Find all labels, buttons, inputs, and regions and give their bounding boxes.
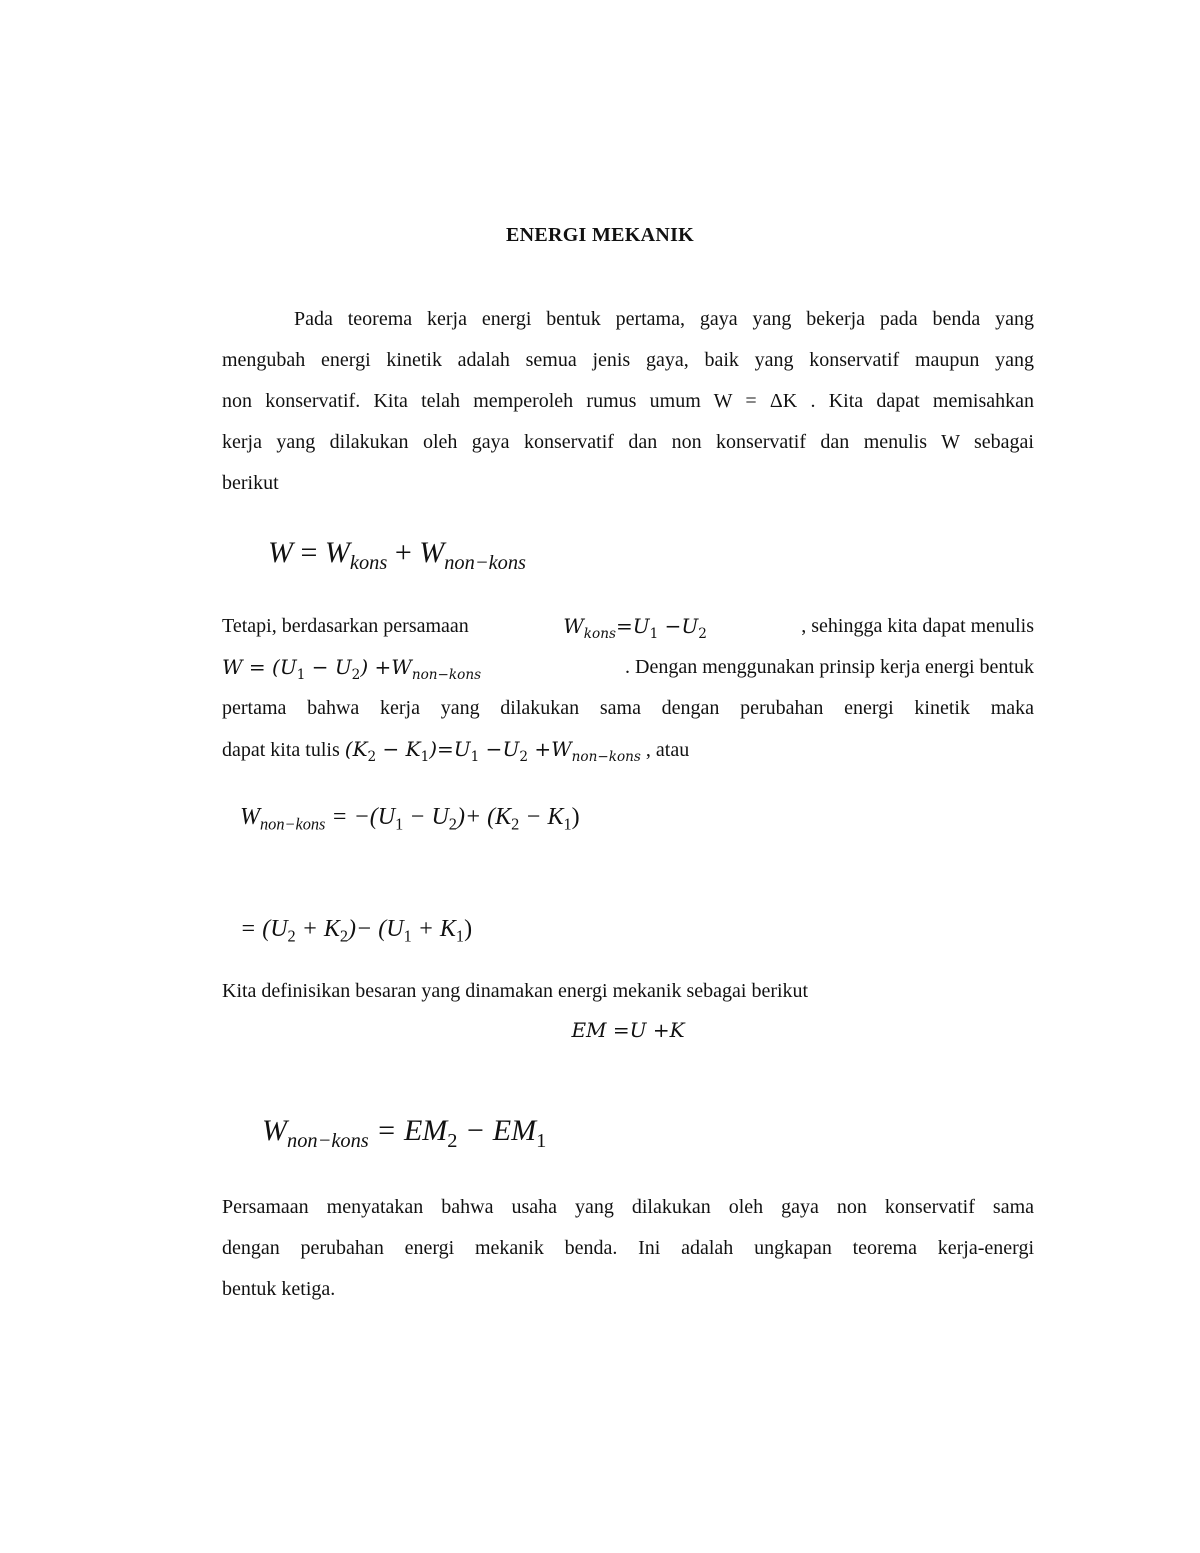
paragraph-4-line-1: Persamaan menyatakan bahwa usaha yang dilakukan oleh gaya non konservatif sama xyxy=(222,1196,1034,1218)
page-title: ENERGI MEKANIK xyxy=(505,224,695,246)
paragraph-2-line-1: Tetapi, berdasarkan persamaan $W_{kons}=U_1 -U_2$ , sehingga kita dapat menulis xyxy=(222,614,1034,642)
paragraph-2-line-3: pertama bahwa kerja yang dilakukan sama dengan perubahan energi kinetik maka xyxy=(222,697,1034,719)
equation-nonkons-work: $W_{non-kons} = -(U_1 - U_2)+ (K_2 - K_1)$ xyxy=(240,804,580,834)
paragraph-2-line-2: $W = (U_1 - U_2) +W_{non-kons}$ . Dengan menggunakan prinsip kerja energi bentuk xyxy=(222,655,1034,683)
equation-regrouped: = $(U_2 + K_2)- (U_1 + K_1)$ xyxy=(240,916,473,946)
paragraph-1-line-2: mengubah energi kinetik adalah semua jenis gaya, baik yang konservatif maupun yang xyxy=(222,349,1034,371)
equation-work-split: $W = W_{kons} + W_{non-kons}$ xyxy=(268,536,526,575)
paragraph-1-line-3: non konservatif. Kita telah memperoleh rumus umum W = ΔK . Kita dapat memisahkan xyxy=(222,390,1034,412)
inline-math-kinetic: $(K_2 - K_1)=U_1 -U_2 +W_{non-kons}$ xyxy=(344,737,641,765)
paragraph-4-line-3: bentuk ketiga. xyxy=(222,1278,336,1300)
paragraph-2-line-4: dapat kita tulis $(K_2 - K_1)=U_1 -U_2 +W_{non-kons}$ , atau xyxy=(222,737,690,765)
equation-nonkons-em: $W_{non-kons} = EM_2 - EM_1$ xyxy=(262,1114,547,1153)
paragraph-1-line-4: kerja yang dilakukan oleh gaya konservatif dan non konservatif dan menulis W sebagai xyxy=(222,431,1034,453)
paragraph-1-line-1: Pada teorema kerja energi bentuk pertama, gaya yang bekerja pada benda yang xyxy=(294,308,1034,330)
equation-mechanical-energy: EM =U +K xyxy=(571,1018,685,1042)
paragraph-4-line-2: dengan perubahan energi mekanik benda. Ini adalah ungkapan teorema kerja-energi xyxy=(222,1237,1034,1259)
inline-math-w: $W = (U_1 - U_2) +W_{non-kons}$ xyxy=(222,655,482,683)
inline-math-wkons: $W_{kons}=U_1 -U_2$ xyxy=(563,614,707,642)
paragraph-1-line-5: berikut xyxy=(222,472,279,494)
paragraph-3: Kita definisikan besaran yang dinamakan energi mekanik sebagai berikut xyxy=(222,980,809,1002)
